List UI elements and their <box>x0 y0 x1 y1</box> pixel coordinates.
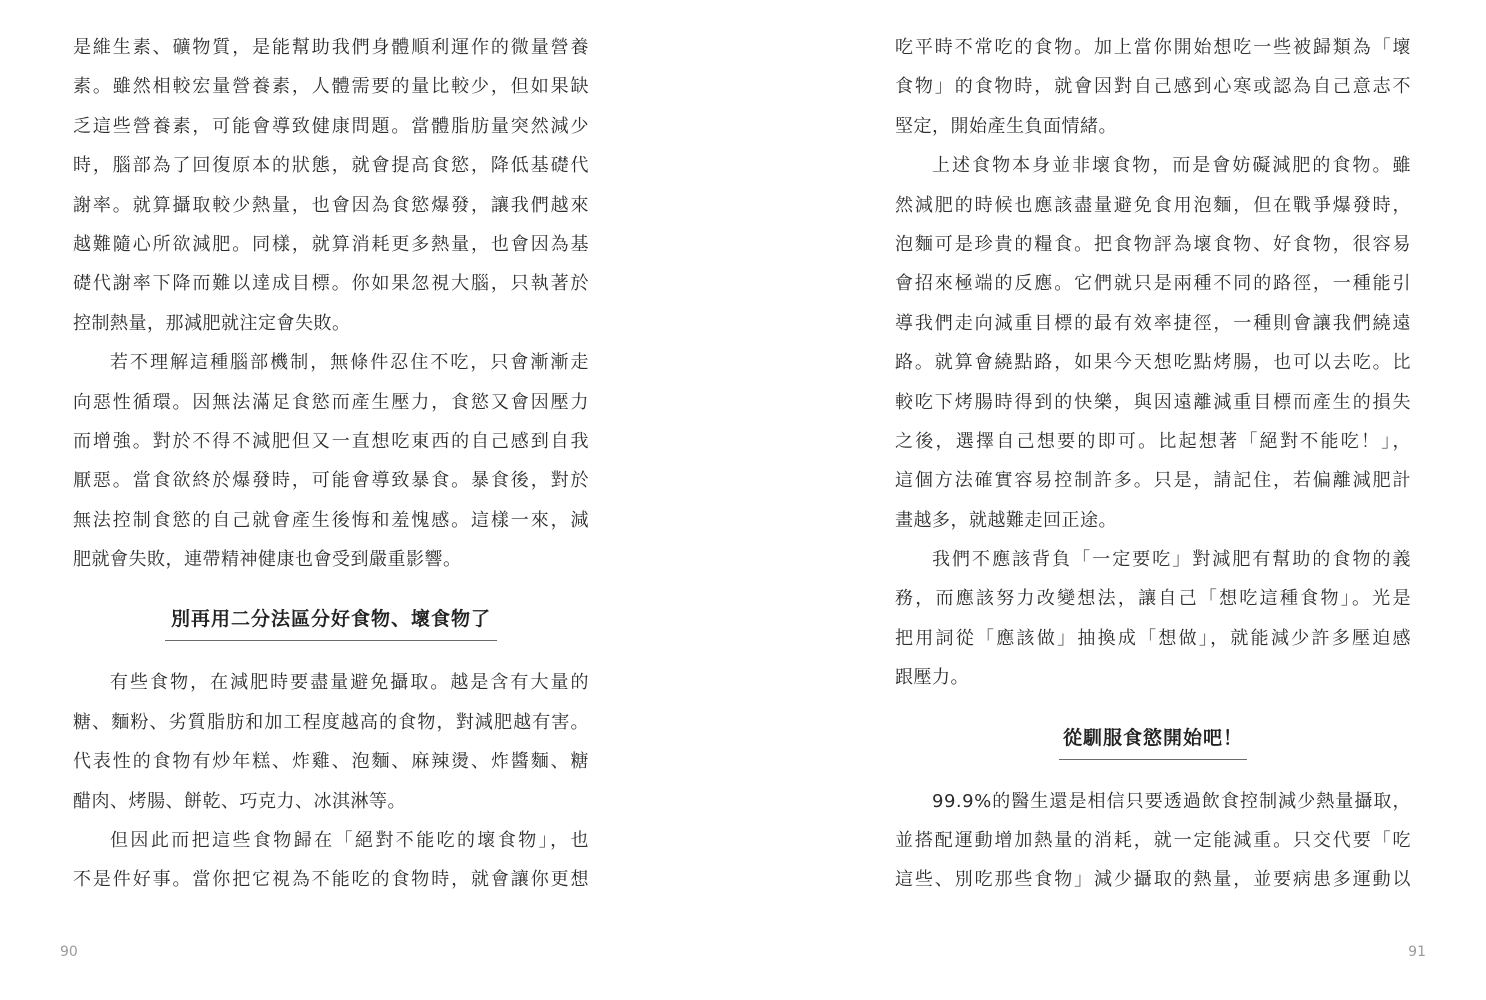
text-line: 素。雖然相較宏量營養素，人體需要的量比較少，但如果缺 <box>73 76 589 98</box>
right-text-column <box>895 28 1411 900</box>
text-line: 畫越多，就越難走回正途。 <box>895 509 1117 531</box>
text-line: 99.9%的醫生還是相信只要透過飲食控制減少熱量攝取， <box>932 790 1411 812</box>
text-line: 這個方法確實容易控制許多。只是，請記住，若偏離減肥計 <box>895 470 1411 492</box>
text-line: 乏這些營養素，可能會導致健康問題。當體脂肪量突然減少 <box>73 115 589 137</box>
text-line: 跟壓力。 <box>895 667 969 689</box>
text-line: 泡麵可是珍貴的糧食。把食物評為壞食物、好食物，很容易 <box>895 233 1411 255</box>
text-line: 會招來極端的反應。它們就只是兩種不同的路徑，一種能引 <box>895 273 1411 295</box>
left-paragraph-1 <box>73 28 589 343</box>
right-paragraph-2 <box>895 146 1411 540</box>
text-line: 控制熱量，那減肥就注定會失敗。 <box>73 312 351 334</box>
text-line: 並搭配運動增加熱量的消耗，就一定能減重。只交代要「吃 <box>895 830 1411 852</box>
text-line: 務，而應該努力改變想法，讓自己「想吃這種食物」。光是 <box>895 588 1411 610</box>
section-heading: 從馴服食慾開始吧！ <box>1059 723 1247 760</box>
text-line: 向惡性循環。因無法滿足食慾而產生壓力，食慾又會因壓力 <box>73 391 589 413</box>
text-line: 若不理解這種腦部機制，無條件忍住不吃，只會漸漸走 <box>110 352 589 374</box>
text-line: 而增強。對於不得不減肥但又一直想吃東西的自己感到自我 <box>73 430 589 452</box>
text-line: 謝率。就算攝取較少熱量，也會因為食慾爆發，讓我們越來 <box>73 194 589 216</box>
section-heading: 別再用二分法區分好食物、壞食物了 <box>165 604 497 641</box>
text-line: 有些食物，在減肥時要盡量避免攝取。越是含有大量的 <box>110 672 589 694</box>
text-line: 糖、麵粉、劣質脂肪和加工程度越高的食物，對減肥越有害。 <box>73 711 589 733</box>
text-line: 肥就會失敗，連帶精神健康也會受到嚴重影響。 <box>73 549 462 571</box>
left-paragraph-4 <box>73 821 589 900</box>
text-line: 較吃下烤腸時得到的快樂，與因遠離減重目標而產生的損失 <box>895 391 1411 413</box>
left-section-heading-wrap <box>73 579 589 663</box>
text-line: 上述食物本身並非壞食物，而是會妨礙減肥的食物。雖 <box>932 155 1411 177</box>
text-line: 然減肥的時候也應該盡量避免食用泡麵，但在戰爭爆發時， <box>895 194 1411 216</box>
text-line: 導我們走向減重目標的最有效率捷徑，一種則會讓我們繞遠 <box>895 312 1411 334</box>
text-line: 是維生素、礦物質，是能幫助我們身體順利運作的微量營養 <box>73 37 589 58</box>
left-paragraph-3 <box>73 663 589 821</box>
text-line: 把用詞從「應該做」抽換成「想做」，就能減少許多壓迫感 <box>895 627 1411 649</box>
right-section-heading-wrap <box>895 698 1411 782</box>
right-paragraph-4 <box>895 782 1411 900</box>
text-line: 厭惡。當食欲終於爆發時，可能會導致暴食。暴食後，對於 <box>73 470 589 492</box>
page-number: 90 <box>60 944 78 960</box>
text-line: 代表性的食物有炒年糕、炸雞、泡麵、麻辣燙、炸醬麵、糖 <box>73 751 589 773</box>
text-line: 我們不應該背負「一定要吃」對減肥有幫助的食物的義 <box>932 549 1411 571</box>
text-line: 路。就算會繞點路，如果今天想吃點烤腸，也可以去吃。比 <box>895 352 1411 374</box>
text-line: 這些、別吃那些食物」減少攝取的熱量，並要病患多運動以 <box>895 869 1411 891</box>
text-line: 越難隨心所欲減肥。同樣，就算消耗更多熱量，也會因為基 <box>73 233 589 255</box>
text-line: 無法控制食慾的自己就會產生後悔和羞愧感。這樣一來，減 <box>73 509 589 531</box>
text-line: 礎代謝率下降而難以達成目標。你如果忽視大腦，只執著於 <box>73 273 589 295</box>
text-line: 食物」的食物時，就會因對自己感到心寒或認為自己意志不 <box>895 76 1411 98</box>
text-line: 吃平時不常吃的食物。加上當你開始想吃一些被歸類為「壞 <box>895 37 1411 58</box>
text-line: 醋肉、烤腸、餅乾、巧克力、冰淇淋等。 <box>73 790 406 812</box>
right-page <box>743 0 1486 1000</box>
text-line: 堅定，開始產生負面情緒。 <box>895 115 1117 137</box>
text-line: 但因此而把這些食物歸在「絕對不能吃的壞食物」，也 <box>110 830 589 852</box>
text-line: 時，腦部為了回復原本的狀態，就會提高食慾，降低基礎代 <box>73 155 589 177</box>
page-number: 91 <box>1408 944 1426 960</box>
right-paragraph-1 <box>895 28 1411 146</box>
text-line: 之後，選擇自己想要的即可。比起想著「絕對不能吃！」， <box>895 430 1411 452</box>
text-line: 不是件好事。當你把它視為不能吃的食物時，就會讓你更想 <box>73 869 589 891</box>
left-paragraph-2 <box>73 343 589 579</box>
right-paragraph-3 <box>895 540 1411 698</box>
left-text-column <box>73 28 589 900</box>
